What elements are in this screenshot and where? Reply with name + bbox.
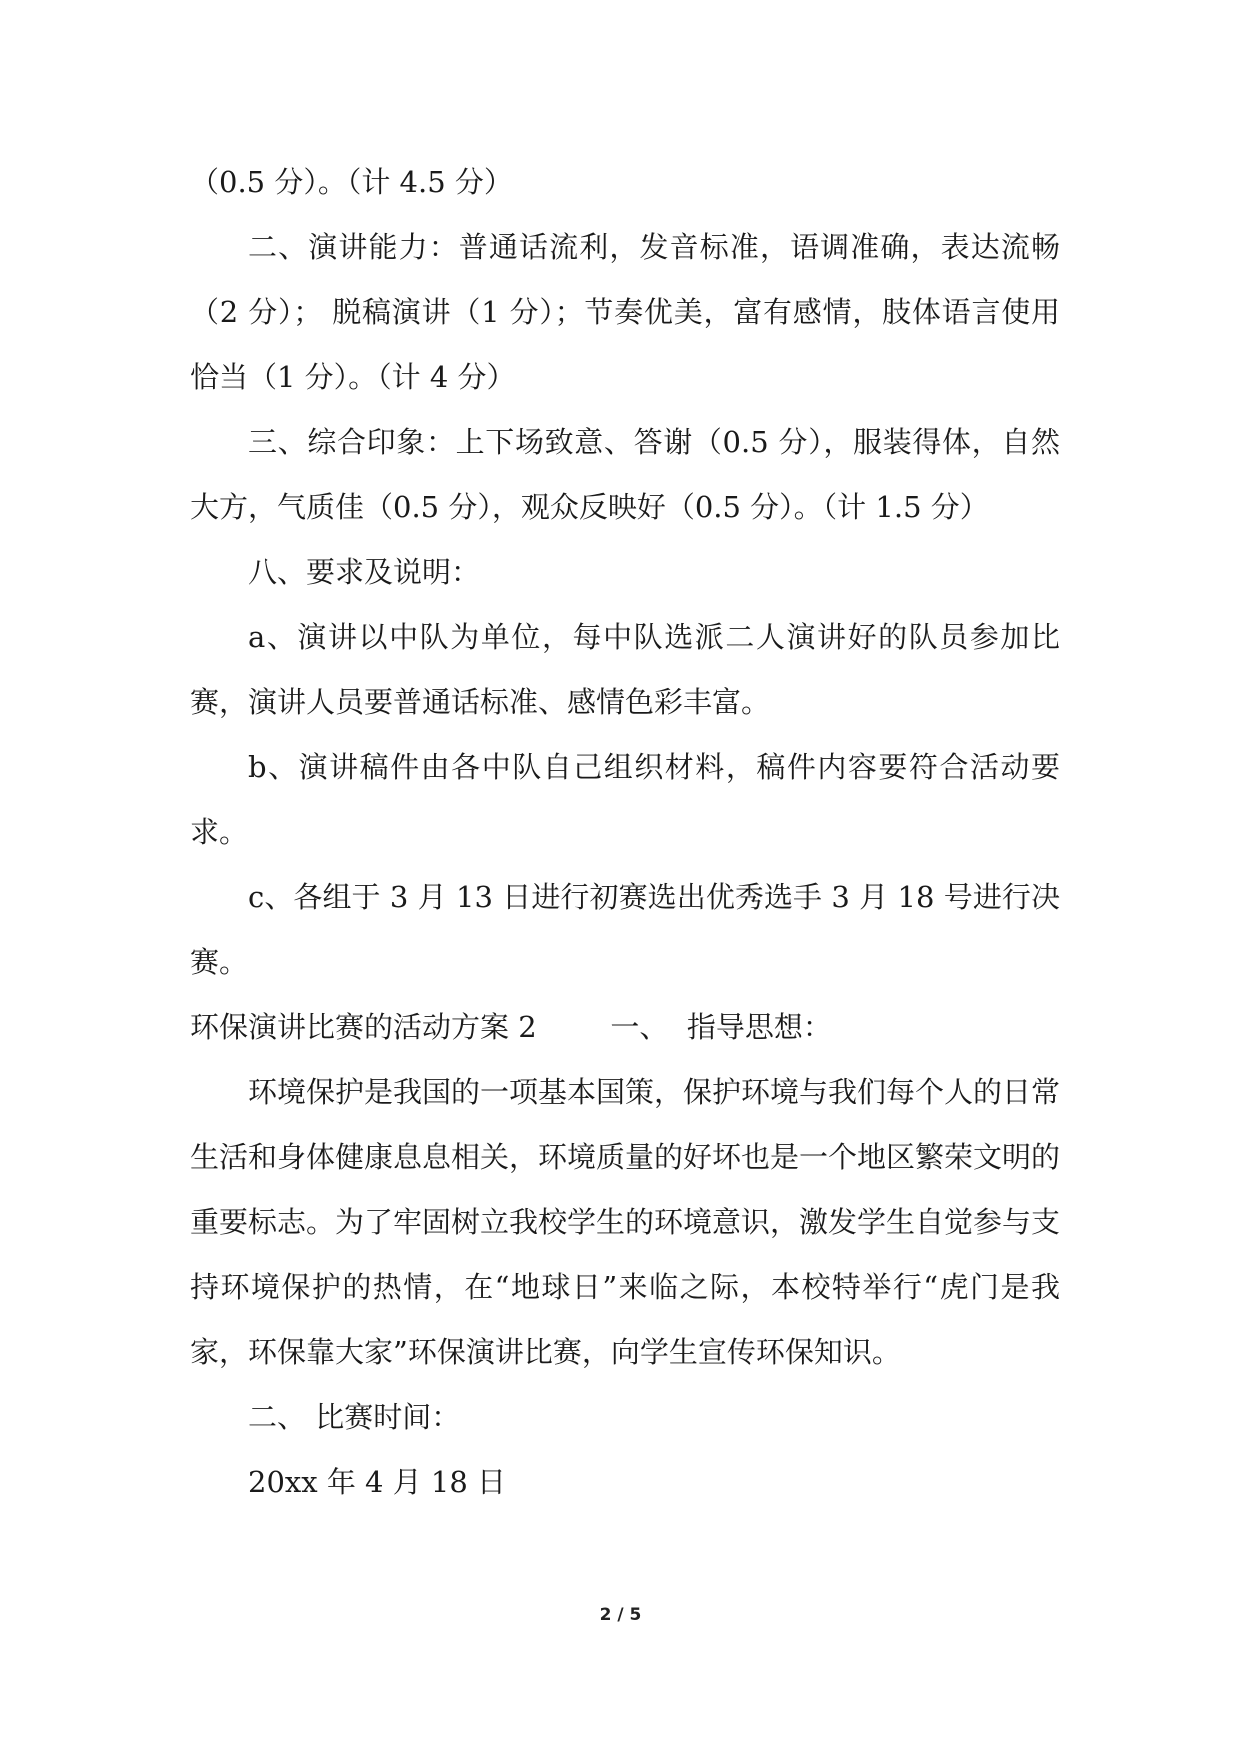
paragraph-competition-date: 20xx 年 4 月 18 日 — [248, 1465, 507, 1499]
paragraph-requirement-b: b、演讲稿件由各中队自己组织材料，稿件内容要符合活动要求。 — [190, 750, 1060, 849]
paragraph-requirement-c: c、各组于 3 月 13 日进行初赛选出优秀选手 3 月 18 号进行决赛。 — [190, 880, 1060, 979]
paragraph-guiding-thought: 环境保护是我国的一项基本国策，保护环境与我们每个人的日常生活和身体健康息息相关，环境质量的好坏也是一个地区繁荣文明的重要标志。为了牢固树立我校学生的环境意识，激发学生自觉参与支持环境保护的热情，在“地球日”来临之际，本校特举行“虎门是我家，环保靠大家”环保演讲比赛，向学生宣传环保知识。 — [190, 1075, 1061, 1369]
document-body — [190, 150, 1060, 1515]
paragraph-competition-time-heading: 二、 比赛时间： — [248, 1400, 461, 1434]
paragraph-requirements-heading: 八、要求及说明： — [248, 555, 481, 589]
paragraph-overall-impression: 三、综合印象：上下场致意、答谢（0.5 分），服装得体，自然大方，气质佳（0.5 分），观众反映好（0.5 分）。（计 1.5 分） — [190, 425, 1060, 524]
paragraph-speech-ability: 二、演讲能力：普通话流利，发音标准，语调准确，表达流畅（2 分）； 脱稿演讲（1 分）；节奏优美，富有感情，肢体语言使用恰当（1 分）。（计 4 分） — [190, 230, 1060, 394]
section-heading: 环保演讲比赛的活动方案 2 一、 指导思想： — [190, 1010, 832, 1044]
paragraph-requirement-a: a、演讲以中队为单位，每中队选派二人演讲好的队员参加比赛，演讲人员要普通话标准、感情色彩丰富。 — [190, 620, 1060, 719]
paragraph-score-continuation: （0.5 分）。（计 4.5 分） — [190, 165, 513, 199]
page-number: 2 / 5 — [599, 1605, 642, 1625]
